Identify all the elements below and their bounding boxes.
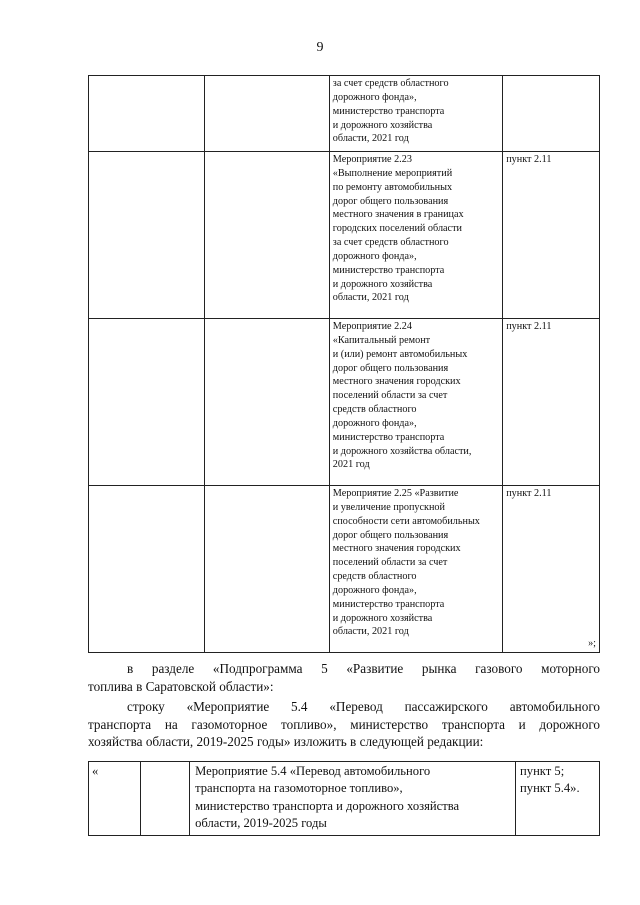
- paragraph-section-5: [88, 660, 600, 695]
- empty-cell: [89, 152, 205, 319]
- measure-line: министерство транспорта: [332, 105, 445, 117]
- measure-line: средств областного: [332, 571, 417, 583]
- empty-cell: [89, 76, 205, 152]
- measure-line: министерство транспорта: [332, 598, 445, 610]
- empty-cell: [205, 319, 330, 486]
- point-label: пункт 2.11: [506, 321, 552, 332]
- measure-line: местного значения в границах: [332, 209, 464, 221]
- measure-line: поселений области за счет: [332, 390, 448, 402]
- measure-line: за счет средств областного: [332, 237, 449, 249]
- measure-line: местного значения городских: [332, 376, 461, 388]
- measure-line: области, 2021 год: [332, 133, 409, 145]
- point-label: пункт 5;: [520, 764, 565, 778]
- measure-line: и дорожного хозяйства области,: [332, 445, 472, 457]
- measure-line: поселений области за счет: [332, 557, 448, 569]
- point-cell: [503, 152, 600, 319]
- measure-cell: [329, 152, 502, 319]
- measure-line: дорожного фонда»,: [332, 250, 417, 262]
- point-label: пункт 2.11: [506, 154, 552, 165]
- measure-line: и дорожного хозяйства: [332, 119, 433, 131]
- opening-quote: «: [92, 764, 99, 778]
- measure-line: и (или) ремонт автомобильных: [332, 348, 468, 360]
- paragraph-line: строку «Мероприятие 5.4 «Перевод пассажирского автомобильного: [127, 699, 600, 714]
- measure-line: Мероприятие 5.4 «Перевод автомобильного: [195, 764, 431, 778]
- measure-line: дорожного фонда»,: [332, 417, 417, 429]
- measure-line: дорожного фонда»,: [332, 584, 417, 596]
- measure-line: дорог общего пользования: [332, 362, 449, 374]
- empty-cell: [89, 319, 205, 486]
- measure-line: области, 2021 год: [332, 292, 409, 304]
- measure-line: и дорожного хозяйства: [332, 612, 433, 624]
- measure-cell: [190, 762, 516, 836]
- table-row: [89, 76, 600, 152]
- point-label: пункт 2.11: [506, 488, 552, 499]
- point-cell: [503, 76, 600, 152]
- measure-line: области, 2019-2025 годы: [195, 816, 327, 831]
- measure-line: дорожного фонда»,: [332, 91, 417, 103]
- measure-line: области, 2021 год: [332, 626, 409, 638]
- empty-cell: [205, 486, 330, 653]
- measure-line: «Капитальный ремонт: [332, 334, 431, 346]
- point-cell: [516, 762, 600, 836]
- measure-line: местного значения городских: [332, 543, 461, 555]
- point-label: пункт 5.4».: [520, 781, 580, 796]
- paragraph-line: хозяйства области, 2019-2025 годы» изложить в следующей редакции:: [88, 734, 484, 750]
- measure-line: способности сети автомобильных: [332, 515, 480, 527]
- empty-cell: [140, 762, 189, 836]
- table-row: [89, 762, 600, 836]
- page-number: 9: [316, 40, 324, 55]
- measure-line: и дорожного хозяйства: [332, 278, 433, 290]
- measure-line: городских поселений области: [332, 223, 462, 235]
- measure-line: за счет средств областного: [332, 78, 449, 89]
- measure-cell: [329, 486, 502, 653]
- measure-line: министерство транспорта: [332, 431, 445, 443]
- opening-quote-cell: [89, 762, 141, 836]
- measure-line: по ремонту автомобильных: [332, 181, 453, 193]
- table-row: [89, 152, 600, 319]
- measure-line: Мероприятие 2.23: [332, 154, 412, 165]
- paragraph-line: в разделе «Подпрограмма 5 «Развитие рынка газового моторного: [127, 661, 600, 676]
- measure-cell: [329, 319, 502, 486]
- paragraph-line: транспорта на газомоторное топливо», министерство транспорта и дорожного: [88, 716, 600, 732]
- measure-line: дорог общего пользования: [332, 195, 449, 207]
- empty-cell: [205, 152, 330, 319]
- measure-line: дорог общего пользования: [332, 529, 449, 541]
- point-cell: [503, 486, 600, 653]
- measure-line: министерство транспорта: [332, 264, 445, 276]
- paragraph-line: топлива в Саратовской области»:: [88, 678, 274, 694]
- measure-line: средств областного: [332, 404, 417, 416]
- measure-line: транспорта на газомоторное топливо»,: [195, 781, 403, 796]
- measure-line: Мероприятие 2.24: [332, 321, 412, 332]
- measure-line: «Выполнение мероприятий: [332, 167, 453, 179]
- empty-cell: [205, 76, 330, 152]
- measure-line: и увеличение пропускной: [332, 501, 445, 513]
- upper-table: [88, 75, 600, 653]
- measure-cell: [329, 76, 502, 152]
- measure-line: министерство транспорта и дорожного хозяйства: [195, 798, 460, 813]
- table-row: [89, 486, 600, 653]
- lower-table: [88, 761, 600, 836]
- measure-line: Мероприятие 2.25 «Развитие: [332, 488, 459, 499]
- paragraph-measure-5-4: [88, 698, 600, 751]
- point-cell: [503, 319, 600, 486]
- empty-cell: [89, 486, 205, 653]
- measure-line: 2021 год: [332, 459, 370, 471]
- closing-quote: »;: [588, 638, 596, 650]
- table-row: [89, 319, 600, 486]
